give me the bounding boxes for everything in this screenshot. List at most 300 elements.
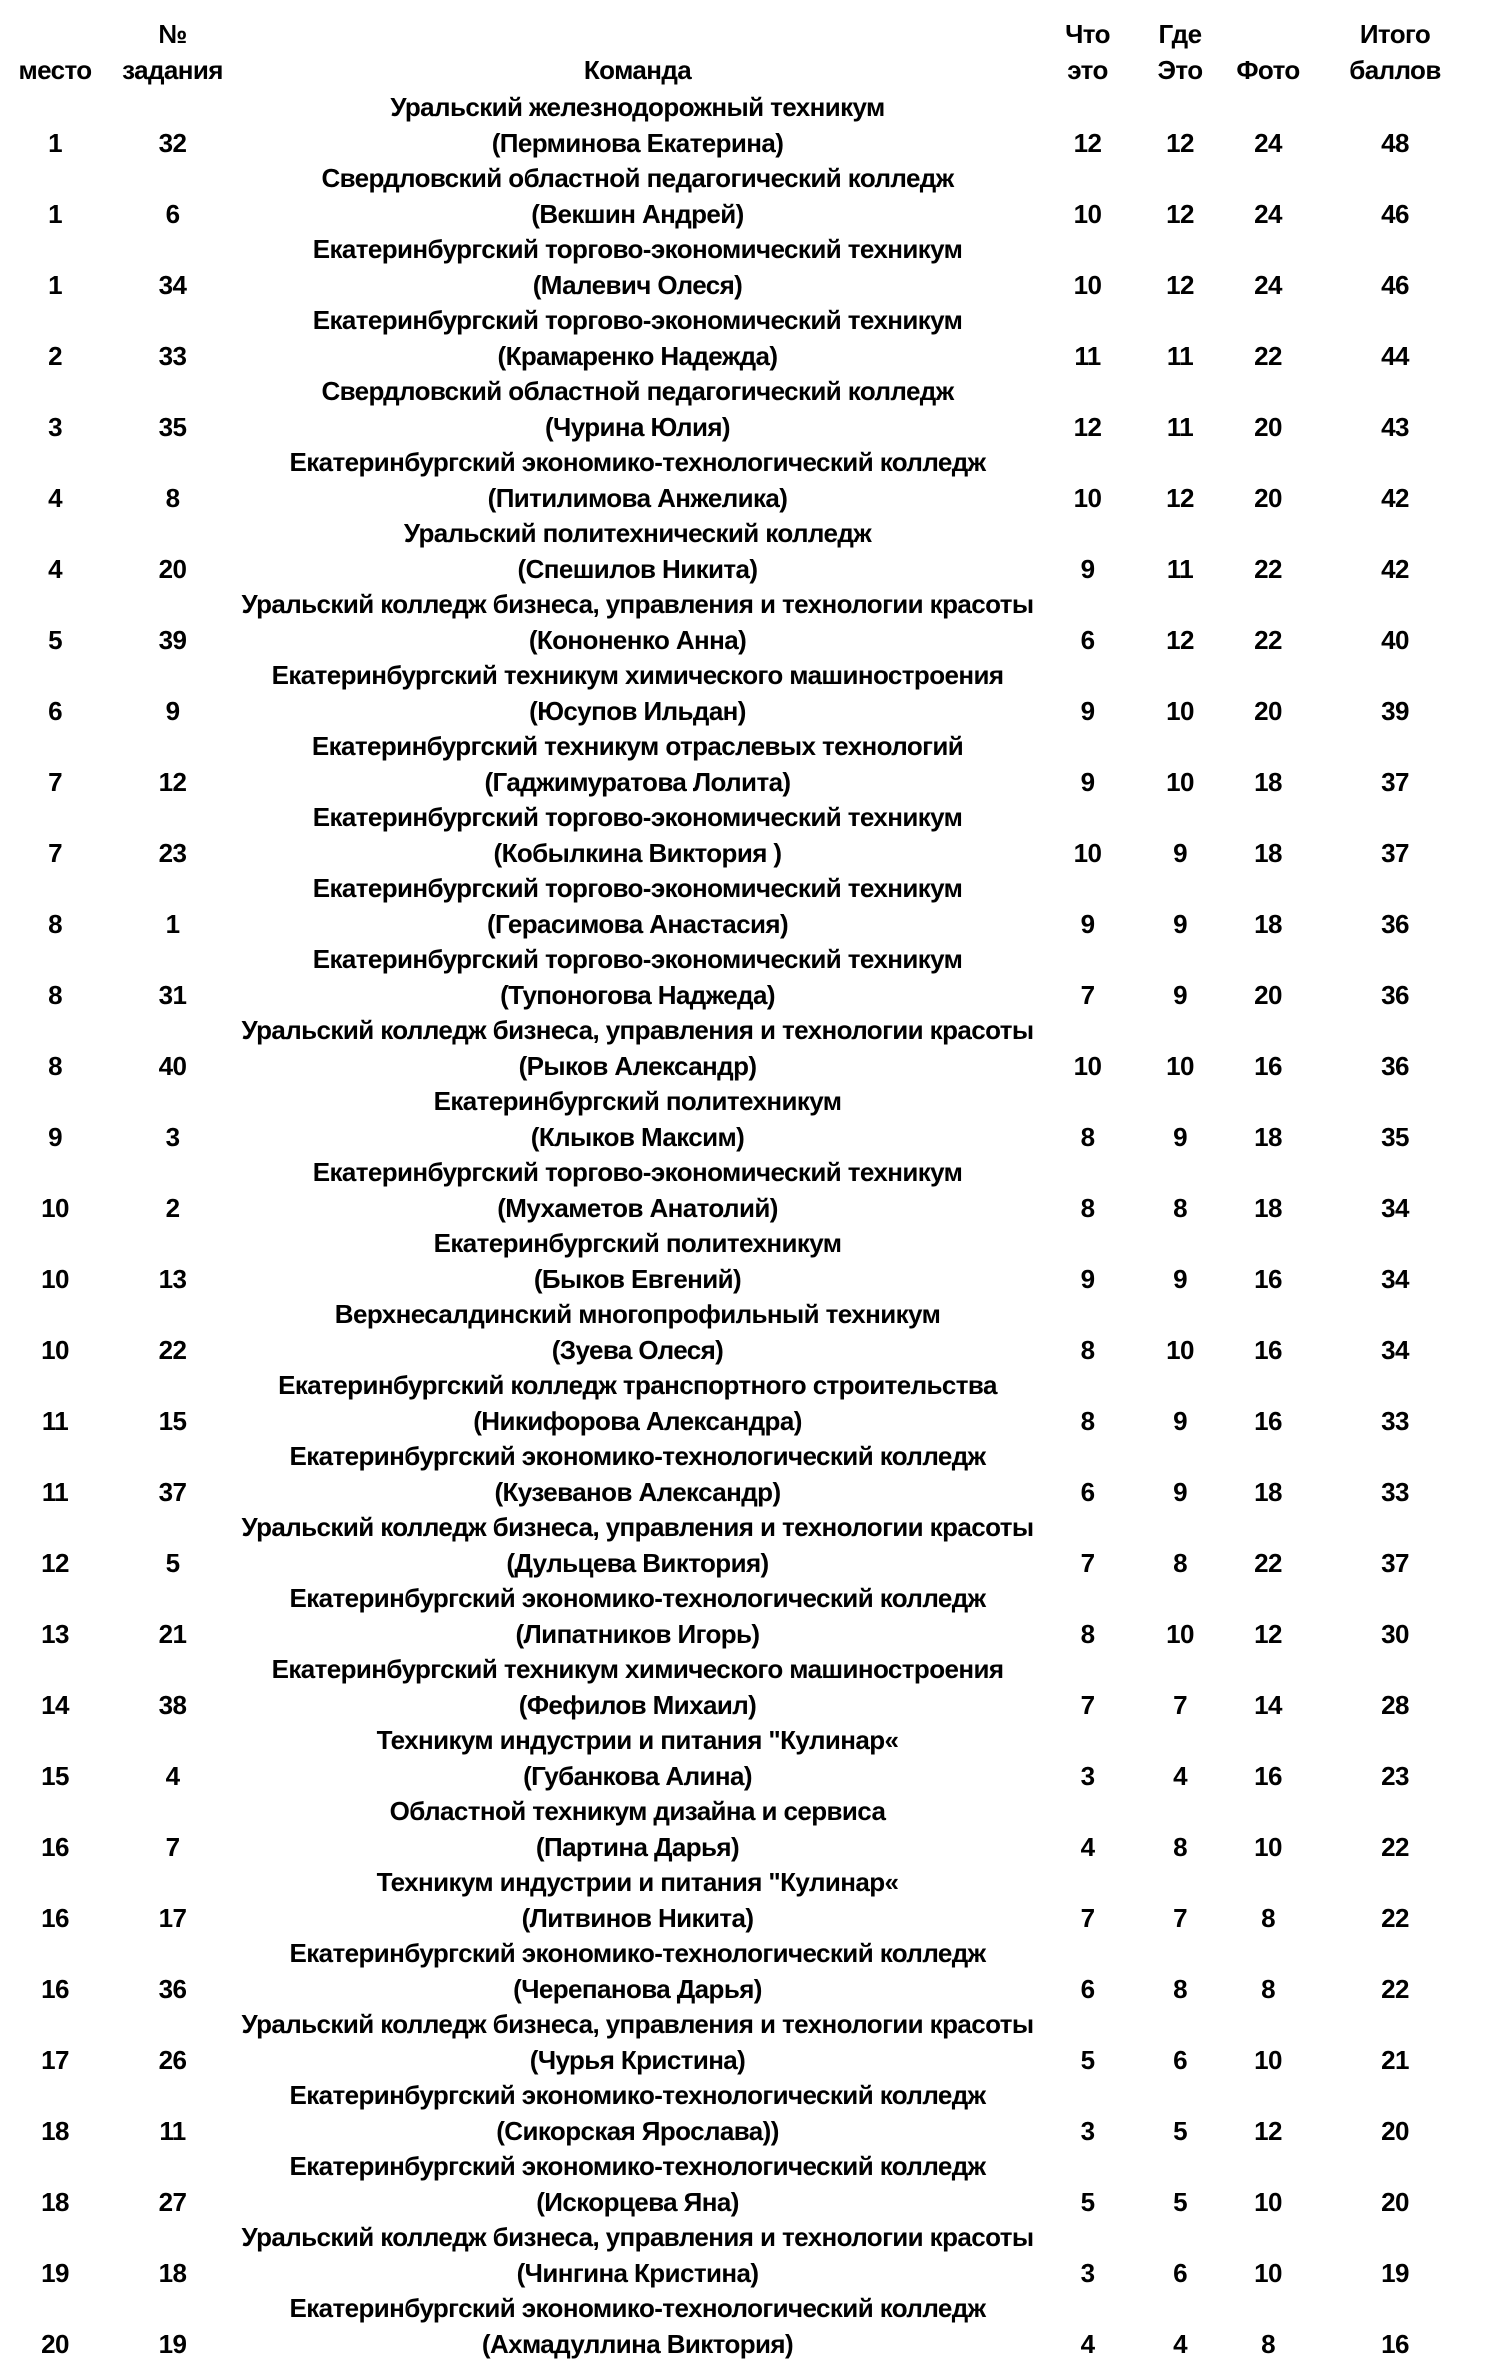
team-college-name: Екатеринбургский торгово-экономический техникум bbox=[312, 802, 963, 832]
place-cell bbox=[0, 2078, 110, 2149]
where-score-cell bbox=[1135, 1723, 1225, 1794]
task-number-cell bbox=[110, 2078, 235, 2149]
table-row bbox=[0, 1297, 1479, 1368]
photo-score-cell-value: 10 bbox=[1254, 2186, 1282, 2217]
place-cell bbox=[0, 1439, 110, 1510]
what-score-cell-value: 10 bbox=[1073, 269, 1102, 300]
place-cell bbox=[0, 1155, 110, 1226]
place-cell bbox=[0, 1297, 110, 1368]
total-score-cell bbox=[1311, 90, 1479, 161]
team-college-name: Техникум индустрии и питания "Кулинар« bbox=[376, 1867, 899, 1897]
task-number-cell-value: 31 bbox=[158, 979, 187, 1010]
place-cell-value: 11 bbox=[41, 1476, 69, 1507]
what-score-cell-value: 4 bbox=[1080, 1831, 1095, 1862]
task-number-cell bbox=[110, 871, 235, 942]
where-score-cell bbox=[1135, 1865, 1225, 1936]
total-score-cell bbox=[1311, 871, 1479, 942]
photo-score-cell-value: 18 bbox=[1254, 1192, 1282, 1223]
where-score-cell-value: 7 bbox=[1173, 1689, 1187, 1720]
table-row bbox=[0, 2291, 1479, 2361]
team-person-name: (Кузеванов Александр) bbox=[494, 1476, 781, 1507]
photo-score-cell bbox=[1225, 729, 1311, 800]
where-score-cell bbox=[1135, 1936, 1225, 2007]
place-cell-value: 7 bbox=[48, 837, 62, 868]
place-cell-value: 4 bbox=[48, 553, 62, 584]
what-score-cell-value: 7 bbox=[1080, 1902, 1095, 1933]
total-score-cell-value: 36 bbox=[1381, 908, 1409, 939]
team-college-name: Екатеринбургский техникум отраслевых технологий bbox=[311, 731, 964, 761]
total-score-cell-value: 21 bbox=[1381, 2044, 1409, 2075]
task-number-cell-value: 8 bbox=[165, 482, 180, 513]
photo-score-cell bbox=[1225, 1936, 1311, 2007]
header-cell-photo bbox=[1225, 0, 1311, 90]
what-score-cell bbox=[1040, 658, 1135, 729]
where-score-cell bbox=[1135, 1155, 1225, 1226]
table-row bbox=[0, 1865, 1479, 1936]
photo-score-cell-value: 24 bbox=[1254, 127, 1282, 158]
photo-score-cell-value: 22 bbox=[1254, 340, 1282, 371]
task-number-cell-value: 20 bbox=[158, 553, 187, 584]
where-score-cell-value: 8 bbox=[1173, 1831, 1187, 1862]
header-team-top bbox=[235, 17, 1040, 53]
team-person-name: (Фефилов Михаил) bbox=[518, 1689, 757, 1720]
team-college-name: Екатеринбургский торгово-экономический техникум bbox=[312, 234, 963, 264]
total-score-cell bbox=[1311, 1155, 1479, 1226]
what-score-cell-value: 8 bbox=[1080, 1334, 1095, 1365]
place-cell-value: 18 bbox=[41, 2115, 69, 2146]
total-score-cell-value: 39 bbox=[1381, 695, 1409, 726]
where-score-cell-value: 10 bbox=[1166, 1618, 1194, 1649]
team-cell bbox=[235, 942, 1040, 1013]
what-score-cell bbox=[1040, 1936, 1135, 2007]
where-score-cell-value: 10 bbox=[1166, 695, 1194, 726]
where-score-cell-value: 4 bbox=[1173, 2328, 1187, 2359]
task-number-cell-value: 9 bbox=[165, 695, 180, 726]
what-score-cell-value: 4 bbox=[1080, 2328, 1095, 2359]
team-person-name: (Партина Дарья) bbox=[535, 1831, 740, 1862]
photo-score-cell bbox=[1225, 800, 1311, 871]
team-person-name: (Искорцева Яна) bbox=[536, 2186, 739, 2217]
task-number-cell bbox=[110, 1652, 235, 1723]
team-college-name: Екатеринбургский торгово-экономический техникум bbox=[312, 305, 963, 335]
table-row bbox=[0, 2149, 1479, 2220]
what-score-cell-value: 7 bbox=[1080, 1689, 1095, 1720]
team-person-name: (Губанкова Алина) bbox=[523, 1760, 752, 1791]
total-score-cell-value: 37 bbox=[1381, 837, 1409, 868]
task-number-cell bbox=[110, 1226, 235, 1297]
photo-score-cell bbox=[1225, 587, 1311, 658]
task-number-cell-value: 33 bbox=[158, 340, 187, 371]
team-person-name: (Мухаметов Анатолий) bbox=[497, 1192, 778, 1223]
total-score-cell bbox=[1311, 658, 1479, 729]
team-person-name: (Питилимова Анжелика) bbox=[487, 482, 788, 513]
total-score-cell-value: 36 bbox=[1381, 979, 1409, 1010]
task-number-cell-value: 36 bbox=[158, 1973, 187, 2004]
place-cell bbox=[0, 587, 110, 658]
team-cell bbox=[235, 658, 1040, 729]
task-number-cell-value: 11 bbox=[159, 2115, 186, 2146]
where-score-cell bbox=[1135, 1581, 1225, 1652]
total-score-cell bbox=[1311, 1865, 1479, 1936]
table-row bbox=[0, 303, 1479, 374]
what-score-cell bbox=[1040, 800, 1135, 871]
total-score-cell bbox=[1311, 2220, 1479, 2291]
place-cell-value: 5 bbox=[48, 624, 62, 655]
total-score-cell bbox=[1311, 1368, 1479, 1439]
photo-score-cell bbox=[1225, 2291, 1311, 2361]
place-cell-value: 8 bbox=[48, 1050, 62, 1081]
task-number-cell bbox=[110, 729, 235, 800]
photo-score-cell-value: 20 bbox=[1254, 979, 1282, 1010]
total-score-cell bbox=[1311, 1510, 1479, 1581]
table-row bbox=[0, 2078, 1479, 2149]
total-score-cell bbox=[1311, 1723, 1479, 1794]
team-college-name: Екатеринбургский торгово-экономический техникум bbox=[312, 1157, 963, 1187]
what-score-cell bbox=[1040, 374, 1135, 445]
task-number-cell bbox=[110, 2220, 235, 2291]
total-score-cell bbox=[1311, 1936, 1479, 2007]
place-cell bbox=[0, 161, 110, 232]
photo-score-cell-value: 22 bbox=[1254, 624, 1282, 655]
what-score-cell bbox=[1040, 1297, 1135, 1368]
place-cell bbox=[0, 232, 110, 303]
header-where-top: Где bbox=[1158, 19, 1202, 49]
where-score-cell-value: 12 bbox=[1166, 482, 1194, 513]
what-score-cell bbox=[1040, 1013, 1135, 1084]
table-row bbox=[0, 2220, 1479, 2291]
total-score-cell bbox=[1311, 1013, 1479, 1084]
what-score-cell bbox=[1040, 1155, 1135, 1226]
team-college-name: Уральский железнодорожный техникум bbox=[390, 92, 885, 122]
total-score-cell bbox=[1311, 1297, 1479, 1368]
where-score-cell-value: 9 bbox=[1173, 837, 1187, 868]
total-score-cell bbox=[1311, 303, 1479, 374]
what-score-cell bbox=[1040, 942, 1135, 1013]
task-number-cell bbox=[110, 1297, 235, 1368]
what-score-cell bbox=[1040, 1368, 1135, 1439]
place-cell-value: 4 bbox=[48, 482, 62, 513]
task-number-cell bbox=[110, 1510, 235, 1581]
table-row bbox=[0, 1439, 1479, 1510]
where-score-cell bbox=[1135, 2220, 1225, 2291]
task-number-cell bbox=[110, 942, 235, 1013]
header-photo-label: Фото bbox=[1236, 54, 1300, 85]
photo-score-cell-value: 14 bbox=[1254, 1689, 1282, 1720]
place-cell bbox=[0, 303, 110, 374]
task-number-cell-value: 12 bbox=[158, 766, 187, 797]
what-score-cell bbox=[1040, 1865, 1135, 1936]
what-score-cell bbox=[1040, 587, 1135, 658]
team-cell bbox=[235, 445, 1040, 516]
team-cell bbox=[235, 1439, 1040, 1510]
team-college-name: Екатеринбургский экономико-технологический колледж bbox=[289, 1583, 986, 1613]
place-cell-value: 2 bbox=[48, 340, 62, 371]
place-cell-value: 17 bbox=[41, 2044, 69, 2075]
where-score-cell-value: 6 bbox=[1173, 2257, 1187, 2288]
task-number-cell bbox=[110, 2149, 235, 2220]
total-score-cell bbox=[1311, 729, 1479, 800]
place-cell bbox=[0, 800, 110, 871]
total-score-cell-value: 34 bbox=[1381, 1192, 1409, 1223]
team-college-name: Екатеринбургский техникум химического машиностроения bbox=[271, 1654, 1004, 1684]
photo-score-cell-value: 18 bbox=[1254, 766, 1282, 797]
team-person-name: (Кононенко Анна) bbox=[528, 624, 747, 655]
total-score-cell-value: 23 bbox=[1381, 1760, 1409, 1791]
photo-score-cell-value: 18 bbox=[1254, 1121, 1282, 1152]
team-cell bbox=[235, 374, 1040, 445]
where-score-cell-value: 8 bbox=[1173, 1973, 1187, 2004]
table-header bbox=[0, 0, 1479, 90]
photo-score-cell bbox=[1225, 1013, 1311, 1084]
team-college-name: Екатеринбургский экономико-технологический колледж bbox=[289, 2293, 986, 2323]
where-score-cell bbox=[1135, 161, 1225, 232]
total-score-cell-value: 46 bbox=[1381, 269, 1409, 300]
where-score-cell-value: 6 bbox=[1173, 2044, 1187, 2075]
team-cell bbox=[235, 1368, 1040, 1439]
photo-score-cell-value: 16 bbox=[1254, 1405, 1282, 1436]
place-cell-value: 16 bbox=[41, 1973, 69, 2004]
team-college-name: Екатеринбургский торгово-экономический техникум bbox=[312, 873, 963, 903]
photo-score-cell-value: 10 bbox=[1254, 1831, 1282, 1862]
where-score-cell bbox=[1135, 1013, 1225, 1084]
what-score-cell-value: 9 bbox=[1080, 766, 1095, 797]
total-score-cell-value: 30 bbox=[1381, 1618, 1409, 1649]
photo-score-cell-value: 20 bbox=[1254, 695, 1282, 726]
task-number-cell-value: 37 bbox=[158, 1476, 187, 1507]
task-number-cell-value: 17 bbox=[158, 1902, 187, 1933]
what-score-cell bbox=[1040, 2078, 1135, 2149]
team-college-name: Уральский политехнический колледж bbox=[403, 518, 872, 548]
total-score-cell bbox=[1311, 1439, 1479, 1510]
total-score-cell-value: 46 bbox=[1381, 198, 1409, 229]
header-place-top bbox=[0, 17, 110, 53]
where-score-cell-value: 11 bbox=[1166, 340, 1194, 371]
task-number-cell-value: 38 bbox=[158, 1689, 187, 1720]
total-score-cell-value: 22 bbox=[1381, 1831, 1409, 1862]
where-score-cell bbox=[1135, 658, 1225, 729]
photo-score-cell bbox=[1225, 1865, 1311, 1936]
header-task-number-label: задания bbox=[122, 54, 223, 85]
what-score-cell-value: 9 bbox=[1080, 695, 1095, 726]
where-score-cell-value: 9 bbox=[1173, 1121, 1187, 1152]
photo-score-cell-value: 16 bbox=[1254, 1050, 1282, 1081]
photo-score-cell-value: 18 bbox=[1254, 908, 1282, 939]
photo-score-cell bbox=[1225, 658, 1311, 729]
total-score-cell bbox=[1311, 1652, 1479, 1723]
what-score-cell-value: 6 bbox=[1080, 1973, 1095, 2004]
where-score-cell bbox=[1135, 232, 1225, 303]
team-cell bbox=[235, 1794, 1040, 1865]
team-college-name: Уральский колледж бизнеса, управления и технологии красоты bbox=[241, 2009, 1034, 2039]
photo-score-cell bbox=[1225, 303, 1311, 374]
task-number-cell-value: 2 bbox=[165, 1192, 180, 1223]
team-cell bbox=[235, 1652, 1040, 1723]
table-row bbox=[0, 374, 1479, 445]
table-row bbox=[0, 1581, 1479, 1652]
photo-score-cell-value: 18 bbox=[1254, 1476, 1282, 1507]
photo-score-cell-value: 10 bbox=[1254, 2257, 1282, 2288]
team-person-name: (Гаджимуратова Лолита) bbox=[484, 766, 791, 797]
photo-score-cell-value: 22 bbox=[1254, 553, 1282, 584]
total-score-cell-value: 33 bbox=[1381, 1405, 1409, 1436]
what-score-cell bbox=[1040, 303, 1135, 374]
team-college-name: Свердловский областной педагогический колледж bbox=[321, 163, 954, 193]
photo-score-cell bbox=[1225, 232, 1311, 303]
place-cell bbox=[0, 90, 110, 161]
table-row bbox=[0, 1155, 1479, 1226]
team-college-name: Уральский колледж бизнеса, управления и технологии красоты bbox=[241, 2222, 1034, 2252]
task-number-cell-value: 40 bbox=[158, 1050, 187, 1081]
place-cell bbox=[0, 1368, 110, 1439]
place-cell-value: 16 bbox=[41, 1902, 69, 1933]
table-row bbox=[0, 1652, 1479, 1723]
what-score-cell-value: 10 bbox=[1073, 198, 1102, 229]
photo-score-cell bbox=[1225, 2220, 1311, 2291]
table-row bbox=[0, 729, 1479, 800]
where-score-cell-value: 10 bbox=[1166, 1334, 1194, 1365]
photo-score-cell-value: 24 bbox=[1254, 198, 1282, 229]
team-cell bbox=[235, 1865, 1040, 1936]
team-cell bbox=[235, 2007, 1040, 2078]
team-cell bbox=[235, 729, 1040, 800]
where-score-cell bbox=[1135, 516, 1225, 587]
what-score-cell-value: 7 bbox=[1080, 1547, 1095, 1578]
team-cell bbox=[235, 1510, 1040, 1581]
photo-score-cell-value: 12 bbox=[1254, 2115, 1282, 2146]
photo-score-cell bbox=[1225, 1794, 1311, 1865]
table-row bbox=[0, 1510, 1479, 1581]
table-row bbox=[0, 1084, 1479, 1155]
photo-score-cell-value: 24 bbox=[1254, 269, 1282, 300]
photo-score-cell bbox=[1225, 90, 1311, 161]
team-cell bbox=[235, 1155, 1040, 1226]
header-cell-team bbox=[235, 0, 1040, 90]
task-number-cell-value: 26 bbox=[158, 2044, 187, 2075]
where-score-cell bbox=[1135, 2149, 1225, 2220]
what-score-cell bbox=[1040, 871, 1135, 942]
team-college-name: Верхнесалдинский многопрофильный техникум bbox=[334, 1299, 941, 1329]
photo-score-cell-value: 16 bbox=[1254, 1760, 1282, 1791]
what-score-cell bbox=[1040, 729, 1135, 800]
what-score-cell-value: 10 bbox=[1073, 837, 1102, 868]
task-number-cell bbox=[110, 2007, 235, 2078]
total-score-cell bbox=[1311, 2007, 1479, 2078]
task-number-cell bbox=[110, 90, 235, 161]
photo-score-cell bbox=[1225, 871, 1311, 942]
team-person-name: (Крамаренко Надежда) bbox=[497, 340, 778, 371]
total-score-cell-value: 34 bbox=[1381, 1263, 1409, 1294]
what-score-cell bbox=[1040, 1794, 1135, 1865]
table-row bbox=[0, 800, 1479, 871]
what-score-cell bbox=[1040, 1439, 1135, 1510]
task-number-cell bbox=[110, 161, 235, 232]
table-row bbox=[0, 2007, 1479, 2078]
total-score-cell-value: 20 bbox=[1381, 2115, 1409, 2146]
place-cell bbox=[0, 1084, 110, 1155]
team-person-name: (Тупоногова Наджеда) bbox=[500, 979, 775, 1010]
place-cell bbox=[0, 516, 110, 587]
photo-score-cell bbox=[1225, 1155, 1311, 1226]
header-total-label: баллов bbox=[1349, 54, 1441, 85]
header-task-number-top: № bbox=[158, 19, 187, 49]
task-number-cell bbox=[110, 374, 235, 445]
total-score-cell bbox=[1311, 2149, 1479, 2220]
where-score-cell bbox=[1135, 942, 1225, 1013]
place-cell-value: 18 bbox=[41, 2186, 69, 2217]
where-score-cell-value: 11 bbox=[1166, 553, 1194, 584]
where-score-cell-value: 10 bbox=[1166, 766, 1194, 797]
task-number-cell bbox=[110, 1723, 235, 1794]
what-score-cell-value: 8 bbox=[1080, 1192, 1095, 1223]
team-college-name: Екатеринбургский экономико-технологический колледж bbox=[289, 2080, 986, 2110]
task-number-cell bbox=[110, 1581, 235, 1652]
team-person-name: (Рыков Александр) bbox=[518, 1050, 757, 1081]
table-row bbox=[0, 516, 1479, 587]
photo-score-cell-value: 20 bbox=[1254, 482, 1282, 513]
place-cell-value: 1 bbox=[48, 127, 62, 158]
photo-score-cell bbox=[1225, 445, 1311, 516]
photo-score-cell bbox=[1225, 374, 1311, 445]
team-college-name: Уральский колледж бизнеса, управления и технологии красоты bbox=[241, 589, 1034, 619]
team-person-name: (Чурья Кристина) bbox=[529, 2044, 746, 2075]
task-number-cell-value: 5 bbox=[165, 1547, 180, 1578]
place-cell-value: 3 bbox=[48, 411, 62, 442]
total-score-cell bbox=[1311, 800, 1479, 871]
place-cell bbox=[0, 374, 110, 445]
total-score-cell-value: 20 bbox=[1381, 2186, 1409, 2217]
team-person-name: (Малевич Олеся) bbox=[532, 269, 743, 300]
where-score-cell bbox=[1135, 374, 1225, 445]
place-cell bbox=[0, 2007, 110, 2078]
task-number-cell bbox=[110, 232, 235, 303]
team-cell bbox=[235, 2291, 1040, 2361]
place-cell bbox=[0, 1013, 110, 1084]
header-cell-what-is-it bbox=[1040, 0, 1135, 90]
team-cell bbox=[235, 2078, 1040, 2149]
photo-score-cell bbox=[1225, 2007, 1311, 2078]
place-cell bbox=[0, 942, 110, 1013]
where-score-cell-value: 12 bbox=[1166, 127, 1194, 158]
task-number-cell-value: 21 bbox=[158, 1618, 187, 1649]
place-cell-value: 11 bbox=[41, 1405, 69, 1436]
task-number-cell-value: 34 bbox=[158, 269, 187, 300]
what-score-cell bbox=[1040, 1581, 1135, 1652]
photo-score-cell bbox=[1225, 2078, 1311, 2149]
photo-score-cell bbox=[1225, 1439, 1311, 1510]
what-score-cell bbox=[1040, 161, 1135, 232]
photo-score-cell-value: 18 bbox=[1254, 837, 1282, 868]
team-cell bbox=[235, 232, 1040, 303]
total-score-cell-value: 37 bbox=[1381, 766, 1409, 797]
what-score-cell-value: 3 bbox=[1080, 1760, 1095, 1791]
place-cell-value: 10 bbox=[41, 1192, 69, 1223]
photo-score-cell bbox=[1225, 1510, 1311, 1581]
what-score-cell-value: 10 bbox=[1073, 482, 1102, 513]
header-team-label: Команда bbox=[583, 54, 692, 85]
where-score-cell bbox=[1135, 2078, 1225, 2149]
where-score-cell bbox=[1135, 1368, 1225, 1439]
place-cell bbox=[0, 445, 110, 516]
where-score-cell-value: 12 bbox=[1166, 198, 1194, 229]
total-score-cell-value: 43 bbox=[1381, 411, 1409, 442]
place-cell bbox=[0, 2220, 110, 2291]
place-cell-value: 10 bbox=[41, 1334, 69, 1365]
what-score-cell bbox=[1040, 516, 1135, 587]
where-score-cell bbox=[1135, 1510, 1225, 1581]
where-score-cell-value: 9 bbox=[1173, 1263, 1187, 1294]
total-score-cell bbox=[1311, 374, 1479, 445]
total-score-cell bbox=[1311, 1794, 1479, 1865]
